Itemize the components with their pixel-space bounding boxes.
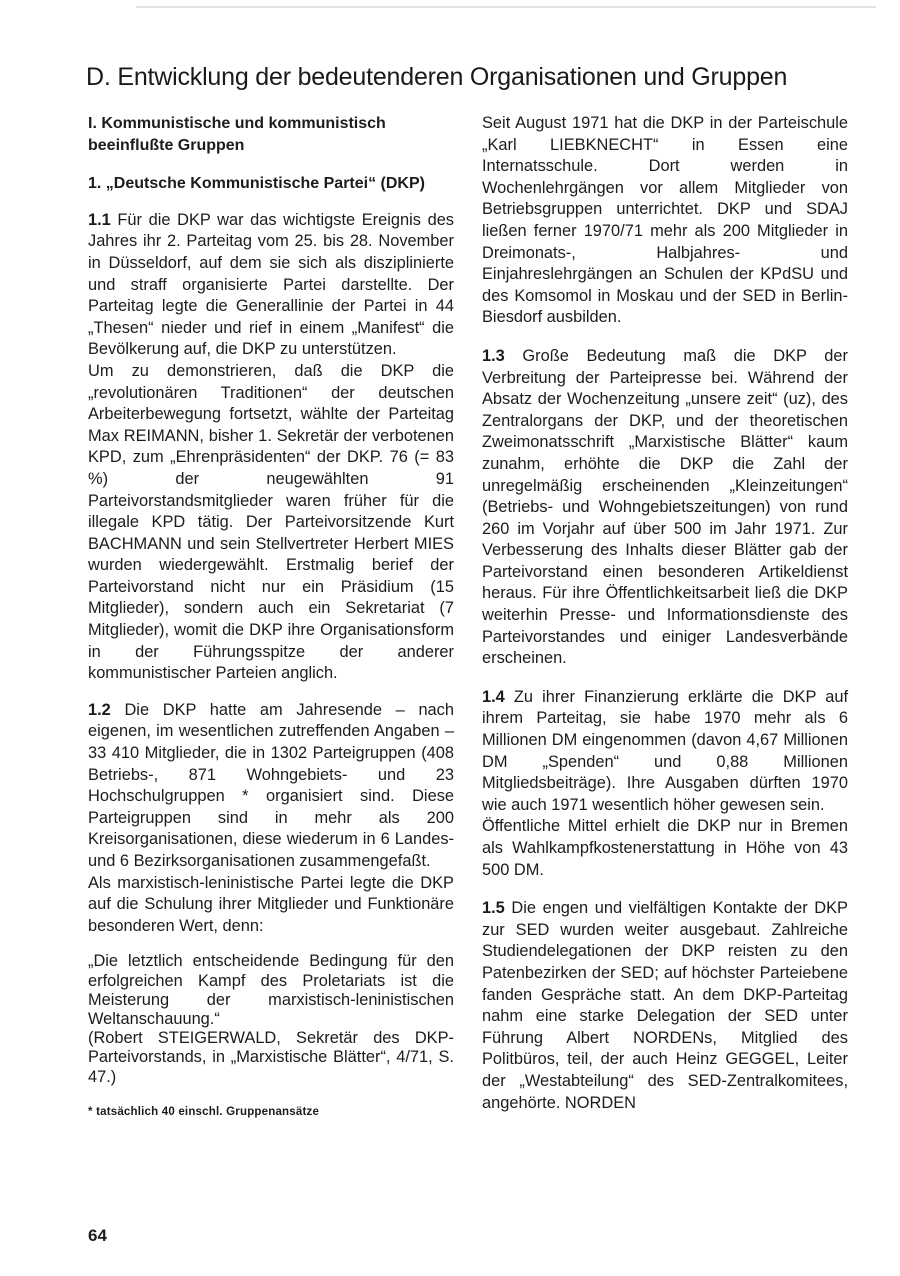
paragraph-1-4 [482, 687, 848, 817]
paragraph-text: Zu ihrer Finanzierung erklärte die DKP auf ihrem Parteitag, sie habe 1970 mehr als 6 Millionen DM eingenommen (davon 4,67 Millionen DM „Spenden“ und 0,88 Millionen Mitgliedsbeiträge). Ihre Ausgaben dürften 1970 wie auch 1971 wesentlich höher gewesen sein. [482, 687, 848, 814]
paragraph-1-4b: Öffentliche Mittel erhielt die DKP nur in Bremen als Wahlkampfkostenerstattung in Höhe von 43 500 DM. [482, 817, 848, 879]
paragraph-number: 1.5 [482, 899, 505, 918]
paragraph-right-intro: Seit August 1971 hat die DKP in der Parteischule „Karl LIEBKNECHT“ in Essen eine Internatsschule. Dort werden in Wochenlehrgängen vor allem Mitglieder von Betriebsgruppen unterrichtet. DKP und SDAJ ließen ferner 1970/71 mehr als 200 Mitglieder in Dreimonats-, Halbjahres- und Einjahreslehrgängen an Schulen der KPdSU und des Komsomol in Moskau und der SED in Berlin-Biesdorf ausbilden. [482, 114, 848, 327]
section-heading-line2: beeinflußte Gruppen [88, 136, 245, 154]
footnote: * tatsächlich 40 einschl. Gruppenansätze [88, 1105, 320, 1118]
paragraph-text: Für die DKP war das wichtigste Ereignis des Jahres ihr 2. Parteitag vom 25. bis 28. November in Düsseldorf, auf dem sie sich als disziplinierte und straff organisierte Partei darstellte. Der Parteitag legte die Generallinie der Partei in 44 „Thesen“ nieder und rief in einem „Manifest“ die Bevölkerung auf, die DKP zu unterstützen. [88, 210, 455, 359]
page-number: 64 [88, 1226, 107, 1245]
right-column [482, 113, 848, 1114]
paragraph-number: 1.4 [482, 687, 505, 706]
quotation-text: „Die letztlich entscheidende Bedingung für den erfolgreichen Kampf des Proletariats ist die Meisterung der marxistisch-leninistischen Weltanschauung.“ [88, 952, 454, 1028]
quotation-source: (Robert STEIGERWALD, Sekretär des DKP-Parteivorstands, in „Marxistische Blätter“, 4/71, S. 47.) [88, 1029, 454, 1086]
paragraph-1-1 [88, 210, 454, 361]
subsection-heading: 1. „Deutsche Kommunistische Partei“ (DKP) [88, 175, 425, 193]
section-heading-line1: I. Kommunistische und kommunistisch [88, 115, 386, 132]
paragraph-text: Große Bedeutung maß die DKP der Verbreitung der Parteipresse bei. Während der Absatz der Wochenzeitung „unsere zeit“ (uz), des Zentralorgans der DKP, und der theoretischen Zweimonatsschrift „Marxistische Blätter“ kaum zunahm, erhöhte die DKP die Zahl der unregelmäßig erscheinenden „Kleinzeitungen“ (Betriebs- und Wohngebietszeitungen) von rund 260 im Vorjahr auf über 500 im Jahr 1971. Zur Verbesserung des Inhalts dieser Blätter gab der Parteivorstand einen besonderen Artikeldienst heraus. Für ihre Öffentlichkeitsarbeit ließ die DKP weiterhin Presse- und Informationsdienste des Parteivorstandes und einiger Landesverbände erscheinen. [482, 346, 848, 668]
chapter-title: D. Entwicklung der bedeutenderen Organisationen und Gruppen [86, 63, 788, 91]
paragraph-1-1b: Um zu demonstrieren, daß die DKP die „revolutionären Traditionen“ der deutschen Arbeiterbewegung fortsetzt, wählte der Parteitag Max REIMANN, bisher 1. Sekretär der verbotenen KPD, zum „Ehrenpräsidenten“ der DKP. 76 (= 83 %) der neugewählten 91 Parteivorstandsmitglieder waren früher für die illegale KPD tätig. Der Parteivorsitzende Kurt BACHMANN und sein Stellvertreter Herbert MIES wurden wiedergewählt. Erstmalig berief der Parteivorstand nicht nur ein Präsidium (15 Mitglieder), sondern auch ein Sekretariat (7 Mitglieder), womit die DKP ihre Organisationsform in der Führungsspitze der anderer kommunistischer Parteien anglich. [88, 361, 454, 683]
paragraph-number: 1.2 [88, 700, 111, 719]
paragraph-1-3 [482, 346, 848, 670]
quotation-block [88, 952, 454, 1086]
scan-edge-line [136, 6, 876, 8]
paragraph-text: Die engen und vielfältigen Kontakte der DKP zur SED wurden weiter ausgebaut. Zahlreiche Studiendelegationen der DKP reisten zu den Patenbezirken der SED; auf höchster Parteiebene fanden Gespräche statt. An dem DKP-Parteitag nahm eine starke Delegation der SED unter Führung Albert NORDENs, Mitglied des Politbüros, teil, der auch Heinz GEGGEL, Leiter der „Westabteilung“ des SED-Zentralkomitees, angehörte. NORDEN [482, 899, 848, 1112]
paragraph-1-2b: Als marxistisch-leninistische Partei legte die DKP auf die Schulung ihrer Mitglieder und Funktionäre besonderen Wert, denn: [88, 873, 454, 935]
paragraph-1-2 [88, 700, 454, 873]
paragraph-number: 1.3 [482, 346, 505, 365]
paragraph-number: 1.1 [88, 210, 111, 229]
left-column [88, 113, 454, 1120]
paragraph-text: Die DKP hatte am Jahresende – nach eigenen, im wesentlichen zutreffenden Angaben – 33 410 Mitglieder, die in 1302 Parteigruppen (408 Betriebs-, 871 Wohngebiets- und 23 Hochschulgruppen * organisiert sind. Diese Parteigruppen sind in mehr als 200 Kreisorganisationen, diese wiederum in 6 Landes- und 6 Bezirksorganisationen zusammengefaßt. [88, 700, 454, 870]
paragraph-1-5 [482, 898, 848, 1114]
